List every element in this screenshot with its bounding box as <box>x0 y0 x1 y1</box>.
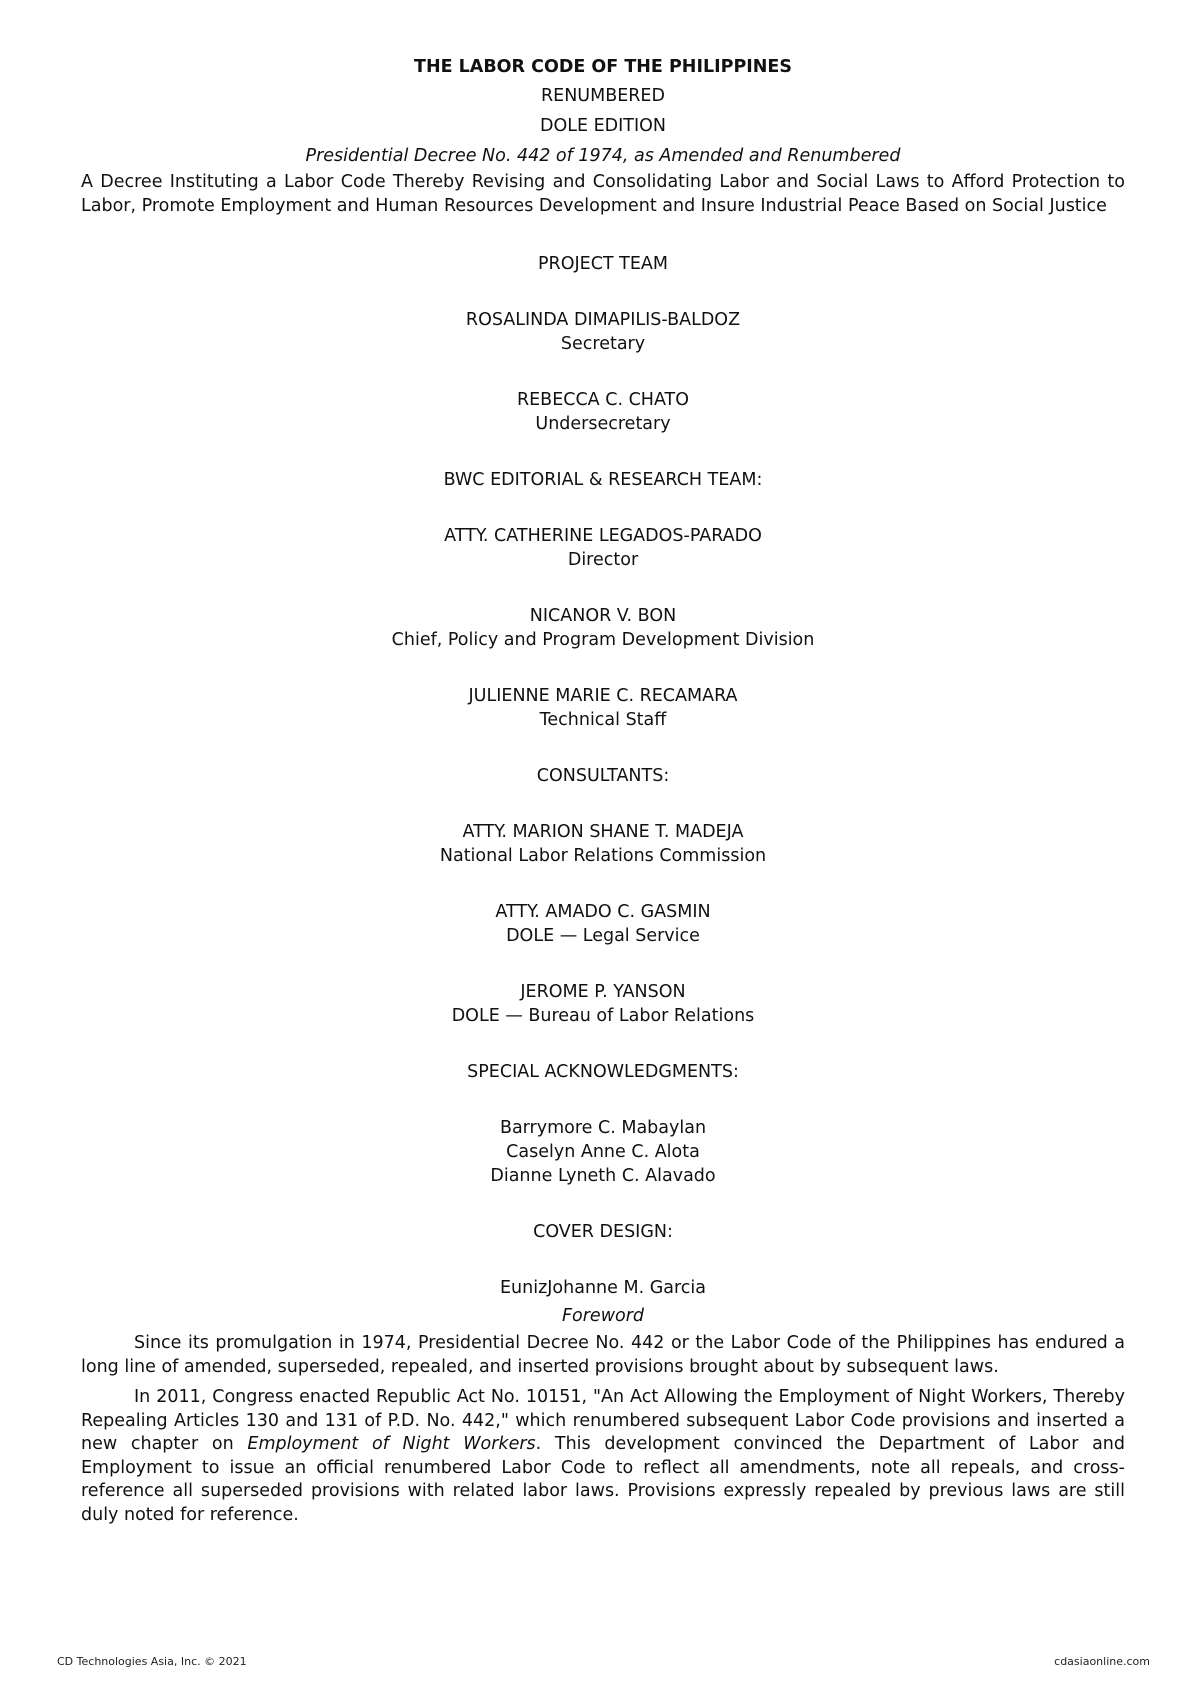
cover-designer-name: EunizJohanne M. Garcia <box>499 1278 706 1298</box>
renumbered-label: RENUMBERED <box>541 86 665 106</box>
footer-website: cdasiaonline.com <box>1054 1655 1150 1668</box>
edition-label: DOLE EDITION <box>539 116 667 136</box>
cover-design-heading: COVER DESIGN: <box>533 1222 673 1242</box>
acknowledgment-name: Barrymore C. Mabaylan <box>499 1118 707 1138</box>
credit-role: DOLE — Legal Service <box>506 926 700 946</box>
credit-role: Undersecretary <box>535 414 671 434</box>
footer-copyright: CD Technologies Asia, Inc. © 2021 <box>57 1655 247 1668</box>
decree-subtitle: Presidential Decree No. 442 of 1974, as Amended and Renumbered <box>305 146 901 166</box>
credit-name: ATTY. CATHERINE LEGADOS-PARADO <box>444 526 762 546</box>
project-team-heading: PROJECT TEAM <box>538 254 668 274</box>
decree-description: A Decree Instituting a Labor Code Thereby Revising and Consolidating Labor and Social Laws to Afford Protection to Labor, Promote Employment and Human Resources Development and Insure Industrial Peace Based on Social Justice <box>81 172 1125 216</box>
credit-role: National Labor Relations Commission <box>439 846 767 866</box>
foreword-text: . This development convinced the Department of Labor and Employment to issue an official renumbered Labor Code to reflect all amendments, note all repeals, and cross-reference all superseded provisions with related labor laws. Provisions expressly repealed by previous laws are still duly noted for reference. <box>81 1434 1125 1525</box>
credit-name: ROSALINDA DIMAPILIS-BALDOZ <box>465 310 741 330</box>
foreword-heading: Foreword <box>561 1306 645 1326</box>
consultants-heading: CONSULTANTS: <box>536 766 670 786</box>
credit-name: ATTY. AMADO C. GASMIN <box>495 902 711 922</box>
credit-role: Secretary <box>560 334 646 354</box>
foreword-paragraph <box>81 1386 1125 1527</box>
credit-role: Director <box>567 550 639 570</box>
foreword-paragraph: Since its promulgation in 1974, Presidential Decree No. 442 or the Labor Code of the Philippines has endured a long line of amended, superseded, repealed, and inserted provisions brought about by subsequent laws. <box>81 1333 1125 1377</box>
credit-role: Chief, Policy and Program Development Division <box>391 630 815 650</box>
foreword-text: In 2011, Congress enacted Republic Act No. 10151, "An Act Allowing the Employment of Night Workers, Thereby Repealing Articles 130 and 131 of P.D. No. 442," which renumbered subsequent Labor Code provisions and inserted a new chapter on <box>81 1387 1125 1454</box>
credit-name: ATTY. MARION SHANE T. MADEJA <box>462 822 744 842</box>
credit-name: NICANOR V. BON <box>529 606 677 626</box>
acknowledgments-heading: SPECIAL ACKNOWLEDGMENTS: <box>467 1062 739 1082</box>
foreword-emphasis: Employment of Night Workers <box>247 1434 536 1454</box>
credit-name: JULIENNE MARIE C. RECAMARA <box>468 686 738 706</box>
bwc-team-heading: BWC EDITORIAL & RESEARCH TEAM: <box>443 470 763 490</box>
document-page <box>81 0 1125 1527</box>
credit-name: JEROME P. YANSON <box>520 982 686 1002</box>
document-title: THE LABOR CODE OF THE PHILIPPINES <box>414 57 792 77</box>
acknowledgment-name: Caselyn Anne C. Alota <box>506 1142 700 1162</box>
credit-role: DOLE — Bureau of Labor Relations <box>451 1006 755 1026</box>
credit-role: Technical Staff <box>539 710 667 730</box>
acknowledgment-name: Dianne Lyneth C. Alavado <box>490 1166 716 1186</box>
credit-name: REBECCA C. CHATO <box>516 390 690 410</box>
